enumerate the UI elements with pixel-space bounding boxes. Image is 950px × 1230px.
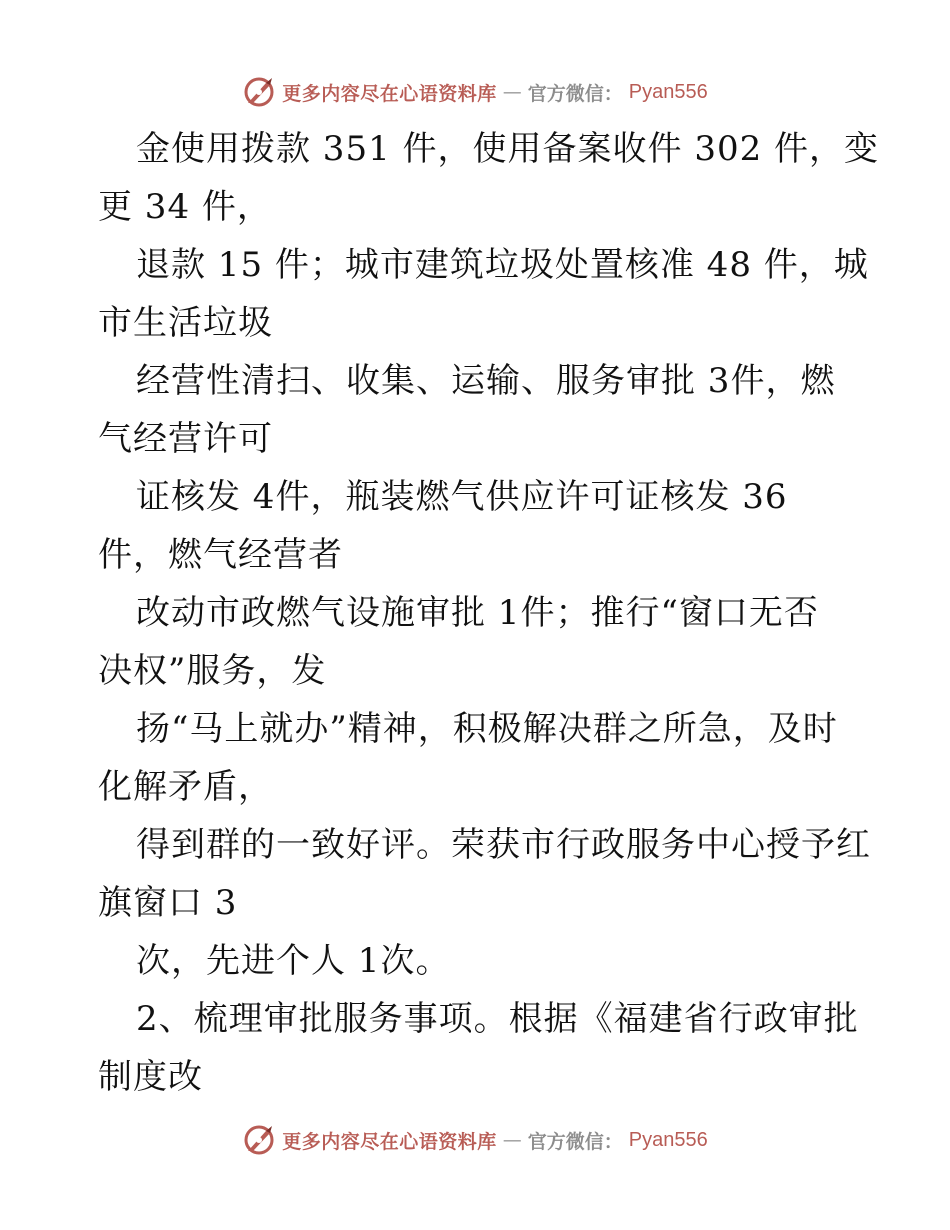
body-line: 决权”服务，发 xyxy=(98,651,327,691)
body-line: 改动市政燃气设施审批 1件；推行“窗口无否 xyxy=(136,593,819,633)
banner-wechat-label: 官方微信： xyxy=(527,82,623,105)
body-line: 得到群的一致好评。荣获市行政服务中心授予红 xyxy=(136,825,871,865)
banner-title: 更多内容尽在心语资料库 xyxy=(282,1130,497,1153)
body-line: 更 34 件， xyxy=(98,187,272,227)
body-line: 制度改 xyxy=(98,1057,203,1097)
quill-logo-icon xyxy=(242,1123,276,1157)
banner-wechat-id: Pyan556 xyxy=(628,80,708,103)
banner-separator: — xyxy=(502,1129,522,1151)
body-line: 件，燃气经营者 xyxy=(98,535,343,575)
footer-banner xyxy=(0,1120,950,1160)
body-line: 扬“马上就办”精神，积极解决群之所急，及时 xyxy=(136,709,838,749)
body-line: 旗窗口 3 xyxy=(98,883,238,923)
quill-logo-icon xyxy=(242,75,276,109)
banner-title: 更多内容尽在心语资料库 xyxy=(282,82,497,105)
body-line: 证核发 4件，瓶装燃气供应许可证核发 36 xyxy=(136,477,788,517)
body-line: 金使用拨款 351 件，使用备案收件 302 件，变 xyxy=(136,129,880,169)
body-line: 市生活垃圾 xyxy=(98,303,273,343)
banner-wechat-label: 官方微信： xyxy=(527,1130,623,1153)
body-line: 2、梳理审批服务事项。根据《福建省行政审批 xyxy=(136,999,859,1039)
banner-wechat-id: Pyan556 xyxy=(628,1128,708,1151)
body-line: 气经营许可 xyxy=(98,419,273,459)
body-line: 次，先进个人 1次。 xyxy=(136,941,451,981)
body-line: 化解矛盾， xyxy=(98,767,273,807)
body-line: 经营性清扫、收集、运输、服务审批 3件，燃 xyxy=(136,361,836,401)
header-banner xyxy=(0,72,950,112)
body-line: 退款 15 件；城市建筑垃圾处置核准 48 件，城 xyxy=(136,245,869,285)
document-body xyxy=(98,120,880,1106)
banner-separator: — xyxy=(502,81,522,103)
